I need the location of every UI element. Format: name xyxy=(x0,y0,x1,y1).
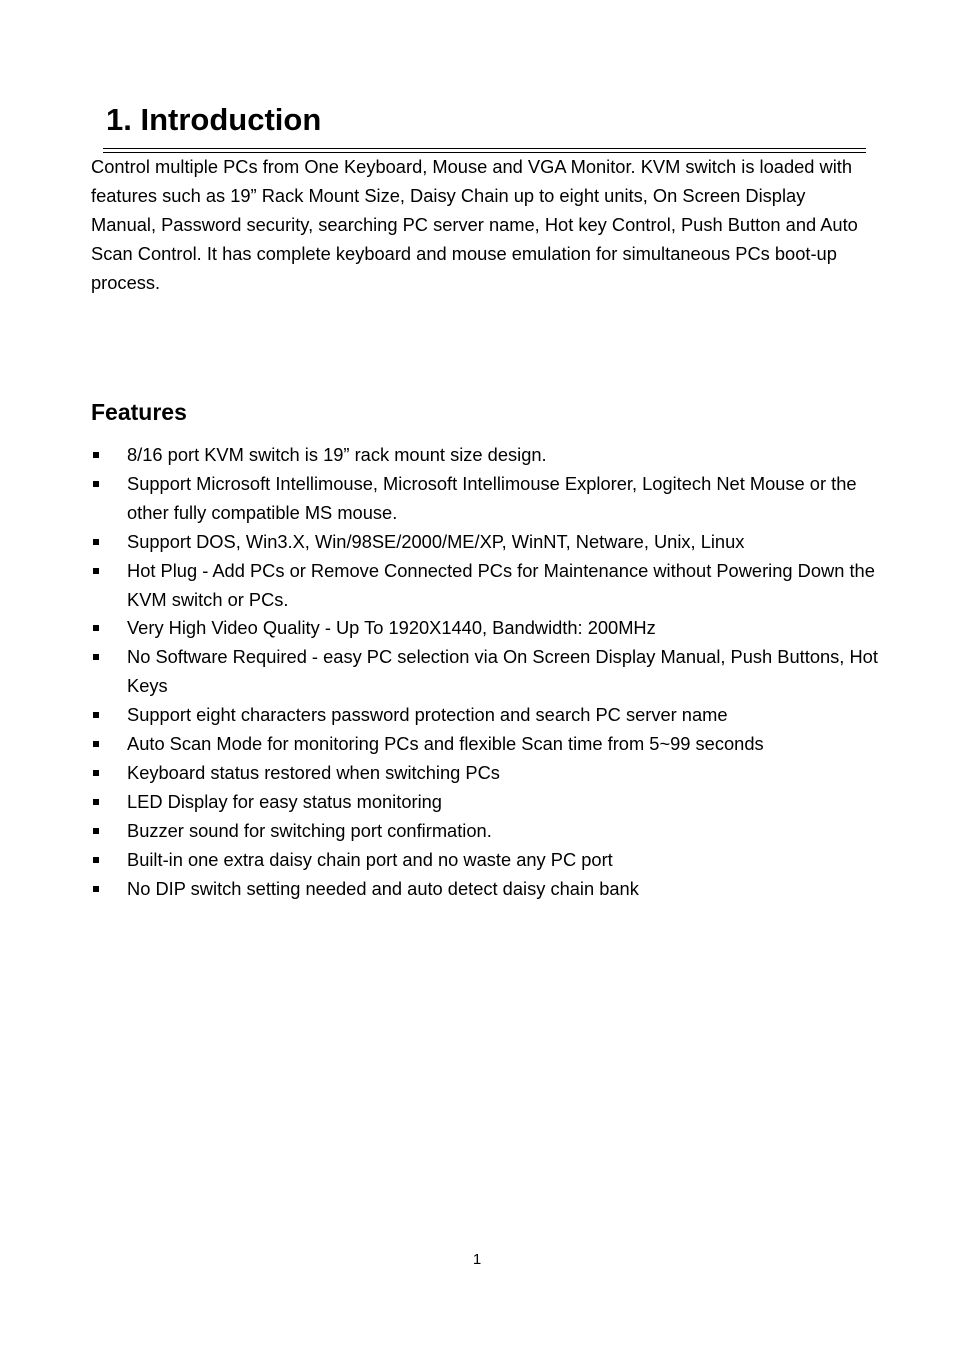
square-bullet-icon xyxy=(93,654,99,660)
feature-text: 8/16 port KVM switch is 19” rack mount size design. xyxy=(127,444,547,465)
square-bullet-icon xyxy=(93,625,99,631)
page-number: 1 xyxy=(472,1251,482,1268)
list-item xyxy=(91,701,881,730)
square-bullet-icon xyxy=(93,770,99,776)
feature-text: Buzzer sound for switching port confirmation. xyxy=(127,819,492,841)
square-bullet-icon xyxy=(93,452,99,458)
feature-text: No DIP switch setting needed and auto detect daisy chain bank xyxy=(127,877,639,899)
list-item xyxy=(91,759,881,788)
square-bullet-icon xyxy=(93,568,99,574)
square-bullet-icon xyxy=(93,799,99,805)
feature-text: Support eight characters password protection and search PC server name xyxy=(127,704,728,726)
feature-text: Built-in one extra daisy chain port and no waste any PC port xyxy=(127,848,613,870)
feature-text: Support Microsoft Intellimouse, Microsoft Intellimouse Explorer, Logitech Net Mouse or the other fully compatible MS mouse. xyxy=(127,472,857,523)
square-bullet-icon xyxy=(93,857,99,863)
feature-text: No Software Required - easy PC selection via On Screen Display Manual, Push Buttons, Hot Keys xyxy=(127,646,878,697)
list-item xyxy=(91,875,881,904)
list-item xyxy=(91,614,881,643)
square-bullet-icon xyxy=(93,539,99,545)
square-bullet-icon xyxy=(93,741,99,747)
square-bullet-icon xyxy=(93,828,99,834)
list-item xyxy=(91,470,881,528)
list-item xyxy=(91,730,881,759)
square-bullet-icon xyxy=(93,712,99,718)
square-bullet-icon xyxy=(93,886,99,892)
feature-text: Keyboard status restored when switching PCs xyxy=(127,761,500,783)
list-item xyxy=(91,557,881,615)
feature-text: Support DOS, Win3.X, Win/98SE/2000/ME/XP, WinNT, Netware, Unix, Linux xyxy=(127,530,745,552)
list-item xyxy=(91,817,881,846)
feature-text: LED Display for easy status monitoring xyxy=(127,790,442,812)
square-bullet-icon xyxy=(93,481,99,487)
list-item xyxy=(91,788,881,817)
list-item xyxy=(91,643,881,701)
chapter-title: 1. Introduction xyxy=(106,102,322,137)
intro-paragraph: Control multiple PCs from One Keyboard, Mouse and VGA Monitor. KVM switch is loaded with features such as 19” Rack Mount Size, Daisy Chain up to eight units, On Screen Display Manual, Password security, searching PC server name, Hot key Control, Push Button and Auto Scan Control. It has complete keyboard and mouse emulation for simultaneous PCs boot-up process. xyxy=(91,156,858,293)
feature-text: Very High Video Quality - Up To 1920X1440, Bandwidth: 200MHz xyxy=(127,617,656,639)
features-heading: Features xyxy=(91,399,187,425)
feature-text: Auto Scan Mode for monitoring PCs and flexible Scan time from 5~99 seconds xyxy=(127,733,764,755)
list-item xyxy=(91,528,881,557)
list-item xyxy=(91,441,881,470)
feature-text: Hot Plug - Add PCs or Remove Connected PCs for Maintenance without Powering Down the KVM switch or PCs. xyxy=(127,559,875,610)
feature-list xyxy=(91,441,881,904)
list-item xyxy=(91,846,881,875)
